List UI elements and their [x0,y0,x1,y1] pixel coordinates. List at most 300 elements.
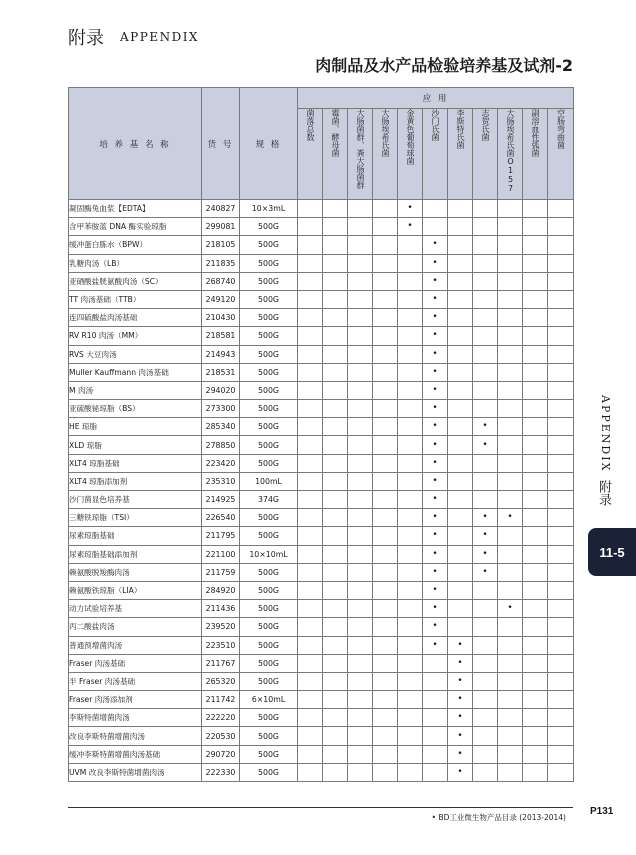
application-mark [348,200,373,218]
application-mark [298,691,323,709]
package-spec: 500G [240,218,298,236]
application-mark [473,745,498,763]
media-name: UVM 改良李斯特菌增菌肉汤 [69,763,202,781]
application-mark [348,509,373,527]
application-mark [348,636,373,654]
media-name: 缓冲李斯特菌增菌肉汤基础 [69,745,202,763]
application-mark: • [423,381,448,399]
application-mark [498,636,523,654]
application-mark [473,709,498,727]
application-mark: • [423,472,448,490]
application-mark: • [473,545,498,563]
application-mark [548,691,574,709]
application-mark [348,254,373,272]
application-mark [348,327,373,345]
application-mark [373,200,398,218]
application-mark [448,454,473,472]
application-mark [398,236,423,254]
application-mark [498,327,523,345]
application-header-label: 沙门氏菌 [431,109,440,141]
application-mark [548,272,574,290]
application-mark: • [423,309,448,327]
application-mark [448,236,473,254]
application-mark [348,545,373,563]
catalog-number: 265320 [202,672,240,690]
catalog-number: 223420 [202,454,240,472]
application-header [348,109,373,200]
application-mark [473,200,498,218]
application-mark [323,672,348,690]
application-mark [498,436,523,454]
application-mark [348,363,373,381]
application-mark [323,363,348,381]
application-mark [298,418,323,436]
application-mark: • [423,418,448,436]
application-mark [298,727,323,745]
application-mark [523,272,548,290]
application-mark [448,527,473,545]
table-row [69,709,574,727]
application-mark [373,363,398,381]
package-spec: 6×10mL [240,691,298,709]
application-mark [548,454,574,472]
application-mark [448,545,473,563]
application-mark [448,581,473,599]
application-header-label: 大肠菌群、粪大肠菌群 [356,109,365,189]
media-name: M 肉汤 [69,381,202,399]
application-mark [348,727,373,745]
table-row [69,363,574,381]
application-mark [348,218,373,236]
application-mark [548,727,574,745]
column-header-catalog: 货 号 [202,88,240,200]
application-mark [523,709,548,727]
application-mark [498,290,523,308]
application-mark [323,636,348,654]
application-mark [448,472,473,490]
application-mark [473,236,498,254]
application-mark [298,327,323,345]
media-name: 亚硫酸铋琼脂（BS） [69,400,202,418]
application-mark [473,472,498,490]
package-spec: 500G [240,654,298,672]
table-row [69,672,574,690]
application-mark [298,581,323,599]
application-mark [473,727,498,745]
application-mark [423,672,448,690]
media-name: Fraser 肉汤基础 [69,654,202,672]
application-mark [298,618,323,636]
table-row [69,581,574,599]
package-spec: 500G [240,400,298,418]
application-mark [323,454,348,472]
application-mark [323,418,348,436]
application-mark [373,309,398,327]
media-name: TT 肉汤基础（TTB） [69,290,202,308]
application-mark: • [423,436,448,454]
application-mark [373,691,398,709]
application-mark: • [423,563,448,581]
package-spec: 500G [240,600,298,618]
application-mark: • [473,563,498,581]
media-name: 半 Fraser 肉汤基础 [69,672,202,690]
application-mark [523,563,548,581]
application-mark [348,472,373,490]
application-mark [473,763,498,781]
application-mark [298,381,323,399]
application-mark [548,509,574,527]
application-mark [523,527,548,545]
media-name: XLT4 琼脂基础 [69,454,202,472]
application-mark [523,491,548,509]
application-mark [448,418,473,436]
application-mark [498,745,523,763]
application-mark [423,654,448,672]
media-name: Fraser 肉汤添加剂 [69,691,202,709]
application-mark [348,745,373,763]
application-mark [523,218,548,236]
application-mark [373,272,398,290]
application-mark: • [398,200,423,218]
application-mark [448,345,473,363]
application-mark [373,618,398,636]
application-mark [523,581,548,599]
table-row [69,200,574,218]
application-mark [398,527,423,545]
application-mark [348,618,373,636]
application-mark [548,745,574,763]
media-name: XLD 琼脂 [69,436,202,454]
application-mark [423,745,448,763]
application-header [298,109,323,200]
application-mark [448,600,473,618]
application-mark: • [423,527,448,545]
table-row [69,763,574,781]
application-header [323,109,348,200]
application-mark [398,254,423,272]
application-mark [523,545,548,563]
application-header [473,109,498,200]
catalog-number: 214943 [202,345,240,363]
section-title-en: APPENDIX [120,30,199,44]
package-spec: 500G [240,418,298,436]
application-header-label: 霉菌、酵母菌 [331,109,340,157]
catalog-number: 218531 [202,363,240,381]
application-mark: • [473,509,498,527]
application-header-label: 菌落总数 [306,109,315,141]
footer-rule [68,807,573,808]
package-spec: 500G [240,272,298,290]
catalog-number: 239520 [202,618,240,636]
application-mark [548,563,574,581]
application-header-label: 大肠埃希氏菌 [381,109,390,157]
application-mark [348,400,373,418]
application-mark [523,654,548,672]
application-mark [498,254,523,272]
application-mark [548,236,574,254]
application-mark: • [423,618,448,636]
application-mark [323,491,348,509]
application-mark [498,218,523,236]
application-mark [298,491,323,509]
application-mark [373,327,398,345]
application-mark [298,363,323,381]
application-mark [423,727,448,745]
application-mark [373,345,398,363]
package-spec: 374G [240,491,298,509]
application-mark [548,472,574,490]
package-spec: 500G [240,436,298,454]
application-mark [548,672,574,690]
package-spec: 500G [240,363,298,381]
application-mark [348,436,373,454]
application-mark [323,581,348,599]
application-mark [548,309,574,327]
application-mark [473,618,498,636]
media-name: XLT4 琼脂添加剂 [69,472,202,490]
package-spec: 500G [240,636,298,654]
application-mark [298,200,323,218]
application-mark [298,745,323,763]
application-mark [423,200,448,218]
side-appendix-en: APPENDIX [599,395,612,473]
application-mark [298,454,323,472]
application-mark [298,290,323,308]
application-mark [373,654,398,672]
application-mark [398,509,423,527]
application-mark [398,327,423,345]
application-mark [498,418,523,436]
application-header [548,109,574,200]
application-mark [523,727,548,745]
media-name: 赖氨酸脱羧酶肉汤 [69,563,202,581]
application-mark: • [498,509,523,527]
catalog-number: 211767 [202,654,240,672]
application-mark [448,254,473,272]
catalog-number: 285340 [202,418,240,436]
application-mark [423,763,448,781]
media-name: 丙二酸盐肉汤 [69,618,202,636]
application-mark [298,709,323,727]
application-mark [473,600,498,618]
application-mark [523,691,548,709]
application-mark [398,491,423,509]
application-mark [498,727,523,745]
application-mark [373,236,398,254]
application-mark [373,254,398,272]
media-name: RV R10 肉汤（MM） [69,327,202,345]
column-header-application: 应 用 [298,88,574,109]
application-mark [448,436,473,454]
application-mark [373,527,398,545]
application-mark [323,654,348,672]
page-number: P131 [590,806,614,817]
catalog-number: 211795 [202,527,240,545]
application-header [498,109,523,200]
application-mark [498,691,523,709]
application-mark [298,236,323,254]
application-mark [548,290,574,308]
application-mark [448,327,473,345]
application-mark: • [423,600,448,618]
application-mark [298,254,323,272]
application-mark [523,400,548,418]
package-spec: 500G [240,290,298,308]
application-mark [523,309,548,327]
application-mark [398,381,423,399]
application-mark [498,763,523,781]
application-mark [523,618,548,636]
application-mark [323,290,348,308]
application-mark [398,563,423,581]
application-mark [498,581,523,599]
application-mark [548,636,574,654]
catalog-number: 211436 [202,600,240,618]
application-mark [323,236,348,254]
application-header [448,109,473,200]
media-name: 李斯特菌增菌肉汤 [69,709,202,727]
table-row [69,527,574,545]
media-name: 动力试验培养基 [69,600,202,618]
application-mark [523,418,548,436]
application-mark [348,600,373,618]
application-mark [473,672,498,690]
package-spec: 500G [240,309,298,327]
application-header-label: 李斯特氏菌 [456,109,465,149]
application-mark [548,763,574,781]
application-mark [473,254,498,272]
application-mark [498,545,523,563]
application-header-label: 副溶血性弧菌 [531,109,540,157]
application-mark [373,545,398,563]
application-mark [523,509,548,527]
application-mark [298,672,323,690]
table-row [69,472,574,490]
table-row [69,509,574,527]
application-mark [323,436,348,454]
application-mark [448,491,473,509]
application-mark [348,709,373,727]
application-mark [398,581,423,599]
application-mark [498,400,523,418]
media-name: RVS 大豆肉汤 [69,345,202,363]
application-mark [298,636,323,654]
application-mark: • [423,509,448,527]
media-name: 普通预增菌肉汤 [69,636,202,654]
application-mark: • [448,745,473,763]
application-mark [398,436,423,454]
application-mark [473,454,498,472]
application-mark [323,381,348,399]
package-spec: 500G [240,618,298,636]
application-mark: • [473,418,498,436]
package-spec: 100mL [240,472,298,490]
application-mark [548,418,574,436]
application-header [398,109,423,200]
application-mark [323,309,348,327]
application-mark [398,290,423,308]
application-mark: • [448,636,473,654]
application-mark [298,272,323,290]
application-mark [523,672,548,690]
application-mark [373,400,398,418]
catalog-number: 220530 [202,727,240,745]
section-title-zh: 附录 [68,28,104,49]
catalog-number: 221100 [202,545,240,563]
catalog-number: 299081 [202,218,240,236]
media-name: 亚硒酸盐胱氨酸肉汤（SC） [69,272,202,290]
application-header-label: 大肠埃希氏菌O157 [506,109,515,193]
section-tab[interactable] [588,528,636,576]
application-mark [398,618,423,636]
application-mark [298,218,323,236]
table-row [69,454,574,472]
application-mark [398,272,423,290]
catalog-number: 222330 [202,763,240,781]
application-mark: • [398,218,423,236]
application-mark [473,691,498,709]
media-name: 三糖铁琼脂（TSI） [69,509,202,527]
table-row [69,327,574,345]
table-row [69,654,574,672]
application-mark [373,636,398,654]
application-mark [548,618,574,636]
application-mark [398,545,423,563]
application-mark [373,290,398,308]
table-row [69,563,574,581]
table-row [69,236,574,254]
catalog-number: 268740 [202,272,240,290]
package-spec: 500G [240,327,298,345]
table-row [69,381,574,399]
application-mark [348,581,373,599]
table-row [69,272,574,290]
application-mark [373,727,398,745]
application-mark [323,600,348,618]
application-mark [373,709,398,727]
application-mark [523,436,548,454]
application-mark [348,454,373,472]
application-mark [498,272,523,290]
application-mark [523,600,548,618]
catalog-number: 210430 [202,309,240,327]
application-mark [498,236,523,254]
application-mark [298,309,323,327]
application-mark [473,491,498,509]
application-mark [448,509,473,527]
application-mark [448,272,473,290]
application-mark [323,618,348,636]
media-name: 赖氨酸铁琼脂（LIA） [69,581,202,599]
application-mark [448,563,473,581]
application-mark [398,745,423,763]
application-mark [373,763,398,781]
application-mark [373,472,398,490]
application-mark [323,472,348,490]
application-mark [523,636,548,654]
application-header-label: 金黄色葡萄球菌 [406,109,415,165]
catalog-number: 218581 [202,327,240,345]
application-mark [548,254,574,272]
application-mark [373,745,398,763]
application-mark [398,309,423,327]
application-mark: • [423,636,448,654]
application-mark: • [448,691,473,709]
application-mark [398,636,423,654]
application-mark [548,200,574,218]
package-spec: 500G [240,345,298,363]
section-tab-label: 11-5 [599,544,625,560]
